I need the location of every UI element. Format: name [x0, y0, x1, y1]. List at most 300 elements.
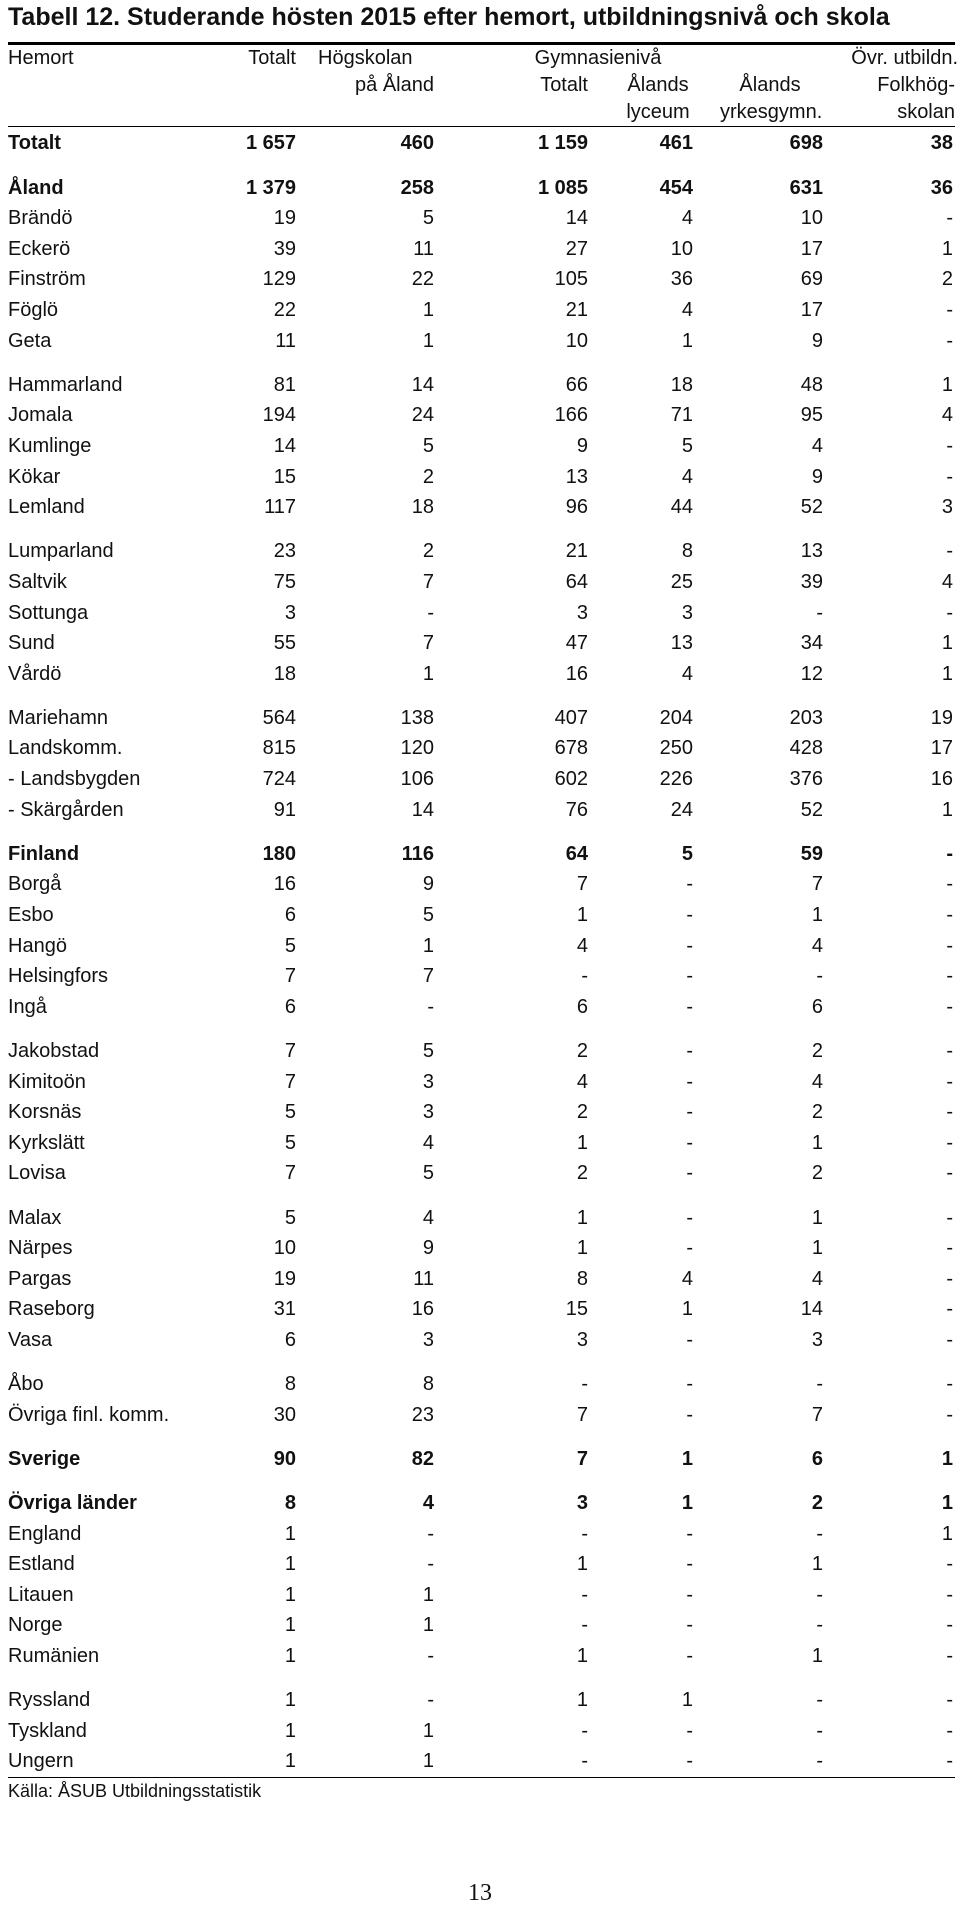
row-value: 3 — [284, 601, 296, 624]
page-number: 13 — [468, 1880, 492, 1906]
row-value: 564 — [262, 706, 296, 729]
row-label: Borgå — [8, 873, 62, 896]
row-value: 21 — [565, 298, 588, 321]
row-value: - — [816, 1719, 823, 1742]
row-value: 6 — [811, 1447, 823, 1470]
row-value: 1 — [284, 1522, 296, 1545]
row-value: - — [946, 1162, 953, 1185]
row-label: Finland — [8, 842, 80, 865]
row-value: 7 — [284, 1162, 296, 1185]
row-label: Föglö — [8, 298, 59, 321]
row-value: 1 — [811, 1645, 823, 1668]
row-value: 47 — [565, 632, 588, 655]
row-value: - — [686, 1583, 693, 1606]
row-value: 10 — [670, 237, 693, 260]
table-row — [8, 1641, 955, 1672]
row-value: - — [946, 1689, 953, 1712]
table-row — [8, 1128, 955, 1159]
row-label: Sund — [8, 632, 55, 655]
row-value: 39 — [800, 570, 823, 593]
row-label: Esbo — [8, 904, 54, 927]
row-value: 1 — [576, 1237, 588, 1260]
row-label: Eckerö — [8, 237, 71, 260]
row-value: 116 — [401, 842, 434, 865]
row-value: 52 — [800, 496, 823, 519]
row-value: 4 — [681, 662, 693, 685]
row-value: - — [581, 965, 588, 988]
row-value: 5 — [422, 207, 434, 230]
row-value: 602 — [554, 768, 588, 791]
table-row — [8, 1685, 955, 1716]
row-value: 36 — [930, 176, 953, 199]
row-label: Raseborg — [8, 1298, 95, 1321]
row-value: 9 — [811, 329, 823, 352]
table-title: Tabell 12. Studerande hösten 2015 efter hemort, utbildningsnivå och skola — [8, 3, 890, 31]
row-value: - — [581, 1750, 588, 1773]
row-value: 7 — [422, 632, 434, 655]
row-value: 19 — [930, 706, 953, 729]
row-value: 11 — [413, 1267, 434, 1290]
row-value: - — [686, 1373, 693, 1396]
row-value: 1 — [284, 1553, 296, 1576]
row-value: 27 — [565, 237, 588, 260]
table-row — [8, 1203, 955, 1234]
row-value: 22 — [411, 268, 434, 291]
table-row — [8, 764, 955, 795]
row-value: - — [946, 1206, 953, 1229]
row-value: 194 — [262, 404, 296, 427]
row-value: 1 657 — [245, 132, 296, 154]
header-skolan: skolan — [897, 101, 955, 123]
row-value: 90 — [273, 1447, 296, 1470]
row-value: 18 — [411, 496, 434, 519]
row-value: 10 — [800, 207, 823, 230]
row-label: Helsingfors — [8, 965, 109, 988]
row-value: 204 — [659, 706, 693, 729]
table-row — [8, 567, 955, 598]
row-label: Vasa — [8, 1328, 53, 1351]
row-value: - — [816, 1689, 823, 1712]
row-value: 36 — [670, 268, 693, 291]
row-value: - — [946, 965, 953, 988]
row-value: 23 — [273, 540, 296, 563]
table-row — [8, 839, 955, 870]
row-value: 250 — [659, 737, 693, 760]
row-value: 1 — [681, 329, 693, 352]
row-value: 11 — [413, 237, 434, 260]
row-value: 3 — [576, 1328, 588, 1351]
table-row — [8, 795, 955, 826]
header-row-3 — [8, 99, 955, 126]
row-value: 226 — [659, 768, 693, 791]
row-value: 17 — [800, 237, 823, 260]
row-value: 4 — [681, 207, 693, 230]
statistics-table — [8, 42, 958, 1778]
row-value: 34 — [800, 632, 823, 655]
table-row — [8, 900, 955, 931]
table-row — [8, 173, 955, 204]
row-value: 6 — [284, 904, 296, 927]
row-value: - — [946, 1298, 953, 1321]
table-row — [8, 492, 955, 523]
header-lyceum: lyceum — [626, 101, 690, 123]
row-value: 8 — [681, 540, 693, 563]
row-value: 76 — [565, 798, 588, 821]
row-value: - — [946, 1267, 953, 1290]
row-value: - — [427, 1645, 434, 1668]
row-value: 7 — [811, 1403, 823, 1426]
row-label: Lovisa — [8, 1162, 66, 1185]
row-label: Ryssland — [8, 1689, 91, 1712]
row-value: 7 — [576, 1447, 588, 1470]
row-value: 1 — [941, 1447, 953, 1470]
row-value: 5 — [284, 934, 296, 957]
table-row — [8, 1488, 955, 1519]
row-label: Ungern — [8, 1750, 74, 1773]
row-value: 5 — [681, 842, 693, 865]
row-value: 4 — [576, 934, 588, 957]
row-value: 75 — [273, 570, 296, 593]
row-value: 5 — [681, 434, 693, 457]
table-row — [8, 1325, 955, 1356]
row-value: 31 — [273, 1298, 296, 1321]
table-row — [8, 1746, 955, 1777]
row-value: 454 — [659, 176, 693, 199]
row-value: 1 — [284, 1614, 296, 1637]
row-value: 4 — [681, 1267, 693, 1290]
row-value: 106 — [400, 768, 434, 791]
row-value: 1 — [576, 904, 588, 927]
table-row — [8, 203, 955, 234]
row-value: - — [946, 1719, 953, 1742]
row-value: 129 — [262, 268, 296, 291]
source-note: Källa: ÅSUB Utbildningsstatistik — [8, 1781, 262, 1801]
row-value: 1 — [284, 1719, 296, 1742]
row-value: 9 — [422, 873, 434, 896]
row-value: 3 — [422, 1070, 434, 1093]
row-value: 4 — [422, 1131, 434, 1154]
row-value: 7 — [811, 873, 823, 896]
row-value: 6 — [811, 995, 823, 1018]
row-value: 138 — [400, 706, 434, 729]
row-value: 5 — [422, 434, 434, 457]
row-value: - — [816, 601, 823, 624]
row-value: 25 — [670, 570, 693, 593]
row-value: 1 — [284, 1645, 296, 1668]
row-label: Vårdö — [8, 662, 62, 685]
row-label: Kumlinge — [8, 434, 92, 457]
row-value: 13 — [800, 540, 823, 563]
row-value: 14 — [411, 373, 434, 396]
row-value: - — [686, 965, 693, 988]
table-row — [8, 733, 955, 764]
table-row — [8, 462, 955, 493]
row-label: Lemland — [8, 496, 85, 519]
row-value: 8 — [422, 1373, 434, 1396]
row-value: 10 — [273, 1237, 296, 1260]
row-label: Övriga länder — [8, 1492, 137, 1515]
row-value: 5 — [422, 1162, 434, 1185]
row-value: - — [427, 1522, 434, 1545]
row-value: 2 — [576, 1162, 588, 1185]
row-value: - — [686, 995, 693, 1018]
row-value: 7 — [576, 873, 588, 896]
row-value: - — [816, 1522, 823, 1545]
table-row — [8, 931, 955, 962]
row-value: 698 — [789, 132, 823, 154]
header-row-1 — [8, 45, 958, 72]
row-value: 2 — [422, 465, 434, 488]
row-value: - — [686, 934, 693, 957]
row-value: 1 — [681, 1447, 693, 1470]
row-label: Sverige — [8, 1447, 81, 1470]
row-value: 15 — [273, 465, 296, 488]
header-alands-lyceum-top: Ålands — [627, 74, 689, 96]
header-gymnasieniva: Gymnasienivå — [534, 47, 662, 69]
row-value: 9 — [576, 434, 588, 457]
row-value: 631 — [789, 176, 823, 199]
row-value: - — [946, 1373, 953, 1396]
row-value: 22 — [273, 298, 296, 321]
row-value: 7 — [422, 965, 434, 988]
row-label: Tyskland — [8, 1719, 87, 1742]
row-value: 407 — [554, 706, 588, 729]
row-value: 1 — [811, 1237, 823, 1260]
row-label: Litauen — [8, 1583, 74, 1606]
table-body — [8, 127, 955, 1777]
row-value: 1 — [284, 1750, 296, 1773]
row-value: 1 — [422, 934, 434, 957]
row-value: 9 — [422, 1237, 434, 1260]
row-value: - — [816, 1373, 823, 1396]
table-row — [8, 703, 955, 734]
row-value: 2 — [576, 1101, 588, 1124]
row-label: Brändö — [8, 207, 73, 230]
row-value: 5 — [422, 904, 434, 927]
table-row — [8, 1158, 955, 1189]
row-value: - — [427, 995, 434, 1018]
row-value: 18 — [670, 373, 693, 396]
row-value: 4 — [811, 1070, 823, 1093]
row-value: 678 — [554, 737, 588, 760]
row-label: Kimitoön — [8, 1070, 86, 1093]
row-value: 1 — [681, 1689, 693, 1712]
row-value: - — [581, 1614, 588, 1637]
row-value: - — [686, 1206, 693, 1229]
table-row — [8, 127, 955, 159]
table-row — [8, 400, 955, 431]
row-value: - — [946, 465, 953, 488]
row-value: 69 — [800, 268, 823, 291]
row-value: 4 — [576, 1070, 588, 1093]
row-value: 24 — [411, 404, 434, 427]
row-value: 1 — [422, 1750, 434, 1773]
row-value: - — [581, 1373, 588, 1396]
table-row — [8, 1097, 955, 1128]
row-value: 105 — [554, 268, 588, 291]
row-value: 96 — [565, 496, 588, 519]
row-value: - — [686, 1750, 693, 1773]
row-label: Totalt — [8, 132, 61, 154]
row-label: Åbo — [8, 1373, 44, 1396]
row-value: 428 — [789, 737, 823, 760]
row-label: Ingå — [8, 995, 47, 1018]
row-value: 66 — [565, 373, 588, 396]
table-row — [8, 295, 955, 326]
row-value: - — [946, 540, 953, 563]
row-value: - — [686, 1719, 693, 1742]
row-value: 8 — [284, 1492, 296, 1515]
table-row — [8, 1444, 955, 1475]
table-row — [8, 370, 955, 401]
row-label: - Landsbygden — [8, 768, 141, 791]
row-value: 16 — [411, 1298, 434, 1321]
row-value: - — [686, 1403, 693, 1426]
row-label: Närpes — [8, 1237, 73, 1260]
row-value: 166 — [554, 404, 588, 427]
row-value: 1 — [811, 1131, 823, 1154]
row-value: 2 — [811, 1492, 823, 1515]
row-value: - — [686, 1131, 693, 1154]
row-value: 1 — [576, 1645, 588, 1668]
row-value: 4 — [811, 434, 823, 457]
row-value: 1 — [284, 1583, 296, 1606]
table-row — [8, 992, 955, 1023]
table-row — [8, 598, 955, 629]
row-value: - — [946, 1645, 953, 1668]
row-value: 1 — [811, 1206, 823, 1229]
header-gym-totalt: Totalt — [540, 74, 588, 96]
header-ovr-utbildn: Övr. utbildn. — [851, 47, 958, 69]
row-label: - Skärgården — [8, 798, 124, 821]
table-row — [8, 1549, 955, 1580]
row-value: 6 — [284, 995, 296, 1018]
row-value: 12 — [800, 662, 823, 685]
row-value: 1 — [422, 1583, 434, 1606]
row-value: 4 — [811, 934, 823, 957]
row-value: 7 — [422, 570, 434, 593]
table-row — [8, 628, 955, 659]
row-value: - — [946, 1614, 953, 1637]
row-value: 3 — [941, 496, 953, 519]
table-row — [8, 1264, 955, 1295]
row-value: 9 — [811, 465, 823, 488]
row-value: 48 — [800, 373, 823, 396]
row-value: 1 — [422, 1719, 434, 1742]
row-value: 3 — [422, 1101, 434, 1124]
row-value: - — [686, 904, 693, 927]
row-value: 17 — [800, 298, 823, 321]
row-value: 180 — [262, 842, 296, 865]
row-value: 1 159 — [537, 132, 588, 154]
row-label: Rumänien — [8, 1645, 100, 1668]
row-label: Norge — [8, 1614, 63, 1637]
row-value: 5 — [284, 1206, 296, 1229]
row-value: 38 — [930, 132, 953, 154]
row-value: 8 — [576, 1267, 588, 1290]
row-value: 55 — [273, 632, 296, 655]
row-value: - — [686, 1237, 693, 1260]
row-value: 1 — [811, 904, 823, 927]
table-row — [8, 264, 955, 295]
row-value: 8 — [284, 1373, 296, 1396]
header-pa-aland: på Åland — [355, 74, 434, 96]
row-label: Jomala — [8, 404, 73, 427]
row-value: 7 — [284, 1070, 296, 1093]
row-value: - — [816, 1583, 823, 1606]
row-value: 1 — [576, 1553, 588, 1576]
row-value: - — [946, 1237, 953, 1260]
row-label: Kökar — [8, 465, 61, 488]
row-label: Landskomm. — [8, 737, 123, 760]
row-value: 14 — [565, 207, 588, 230]
row-value: - — [816, 1750, 823, 1773]
table-row — [8, 1369, 955, 1400]
row-value: - — [816, 1614, 823, 1637]
row-value: 82 — [411, 1447, 434, 1470]
row-value: 1 — [284, 1689, 296, 1712]
row-value: 91 — [273, 798, 296, 821]
row-value: 6 — [576, 995, 588, 1018]
row-value: 2 — [576, 1040, 588, 1062]
row-label: Pargas — [8, 1267, 72, 1290]
row-label: Jakobstad — [8, 1040, 100, 1062]
header-alands-yrkesgymn-top: Ålands — [739, 74, 801, 96]
row-value: 10 — [565, 329, 588, 352]
row-value: 3 — [576, 1492, 588, 1515]
row-value: 1 — [941, 237, 953, 260]
table-row — [8, 1400, 955, 1431]
row-label: Saltvik — [8, 570, 67, 593]
table-row — [8, 1067, 955, 1098]
row-value: 1 085 — [537, 176, 588, 199]
row-value: 95 — [800, 404, 823, 427]
table-row — [8, 869, 955, 900]
row-value: - — [686, 1553, 693, 1576]
row-value: 16 — [273, 873, 296, 896]
row-value: - — [946, 1070, 953, 1093]
row-value: - — [686, 1614, 693, 1637]
row-value: 1 — [941, 1492, 953, 1515]
row-value: 4 — [811, 1267, 823, 1290]
table-row — [8, 234, 955, 265]
row-value: 4 — [941, 570, 953, 593]
row-value: - — [427, 601, 434, 624]
row-value: - — [946, 1328, 953, 1351]
row-value: - — [946, 934, 953, 957]
row-value: 19 — [273, 1267, 296, 1290]
row-value: 1 — [422, 662, 434, 685]
row-value: - — [686, 1070, 693, 1093]
row-value: - — [946, 1101, 953, 1124]
table-row — [8, 1233, 955, 1264]
row-value: 44 — [670, 496, 693, 519]
row-value: 7 — [284, 1040, 296, 1062]
row-value: 23 — [411, 1403, 434, 1426]
row-label: Kyrkslätt — [8, 1131, 85, 1154]
row-value: 18 — [273, 662, 296, 685]
row-value: 64 — [565, 842, 588, 865]
row-value: 1 — [422, 298, 434, 321]
row-label: Övriga finl. komm. — [8, 1403, 170, 1426]
row-value: 2 — [941, 268, 953, 291]
row-value: - — [686, 1328, 693, 1351]
row-value: - — [686, 1522, 693, 1545]
row-value: - — [686, 1101, 693, 1124]
table-row — [8, 536, 955, 567]
row-value: - — [946, 1403, 953, 1426]
header-totalt: Totalt — [248, 47, 296, 69]
